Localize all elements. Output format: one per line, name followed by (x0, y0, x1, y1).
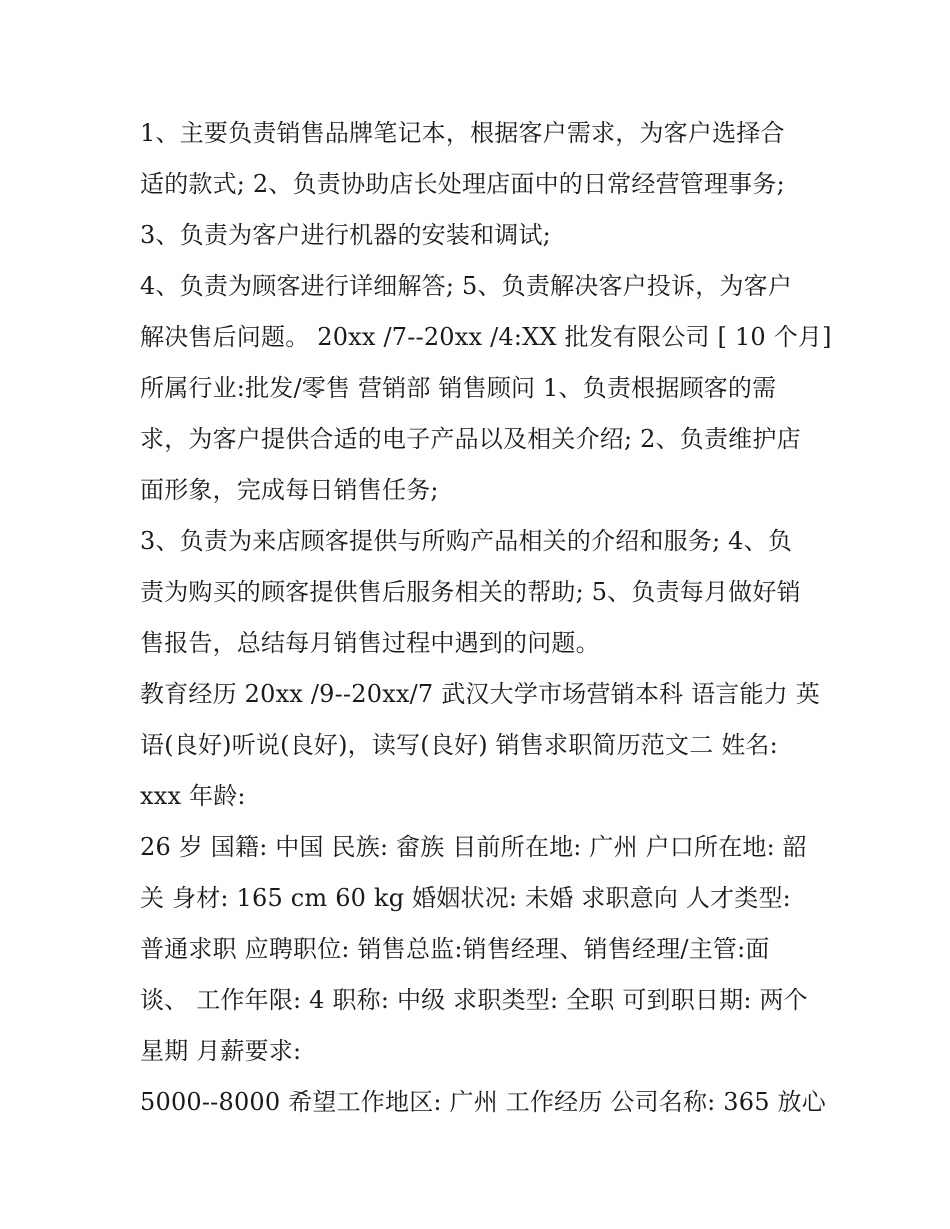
document-body (140, 108, 832, 1128)
text-line: 面形象，完成每日销售任务; (140, 476, 439, 504)
text-line: 5000--8000 希望工作地区: 广州 工作经历 公司名称: 365 放心 (140, 1088, 826, 1116)
text-line: 3、负责为客户进行机器的安装和调试; (140, 221, 551, 249)
text-line: 1、主要负责销售品牌笔记本，根据客户需求，为客户选择合 (140, 119, 785, 147)
text-line: 普通求职 应聘职位: 销售总监:销售经理、销售经理/主管:面 (140, 935, 770, 963)
text-line: 适的款式; 2、负责协助店长处理店面中的日常经营管理事务; (140, 170, 785, 198)
text-line: xxx 年龄: (140, 782, 246, 810)
text-line: 星期 月薪要求: (140, 1037, 302, 1065)
text-line: 解决售后问题。 20xx /7--20xx /4:XX 批发有限公司 [ 10 个月] (140, 323, 832, 351)
text-line: 所属行业:批发/零售 营销部 销售顾问 1、负责根据顾客的需 (140, 374, 777, 402)
text-line: 售报告，总结每月销售过程中遇到的问题。 (140, 629, 600, 657)
text-line: 语(良好)听说(良好)，读写(良好) 销售求职简历范文二 姓名: (140, 731, 778, 759)
text-line: 26 岁 国籍: 中国 民族: 畲族 目前所在地: 广州 户口所在地: 韶 (140, 833, 807, 861)
text-line: 谈、 工作年限: 4 职称: 中级 求职类型: 全职 可到职日期: 两个 (140, 986, 808, 1014)
text-line: 责为购买的顾客提供售后服务相关的帮助; 5、负责每月做好销 (140, 578, 801, 606)
text-line: 求，为客户提供合适的电子产品以及相关介绍; 2、负责维护店 (140, 425, 801, 453)
text-line: 教育经历 20xx /9--20xx/7 武汉大学市场营销本科 语言能力 英 (140, 680, 820, 708)
text-line: 关 身材: 165 cm 60 kg 婚姻状况: 未婚 求职意向 人才类型: (140, 884, 791, 912)
text-line: 3、负责为来店顾客提供与所购产品相关的介绍和服务; 4、负 (140, 527, 793, 555)
text-line: 4、负责为顾客进行详细解答; 5、负责解决客户投诉，为客户 (140, 272, 793, 300)
